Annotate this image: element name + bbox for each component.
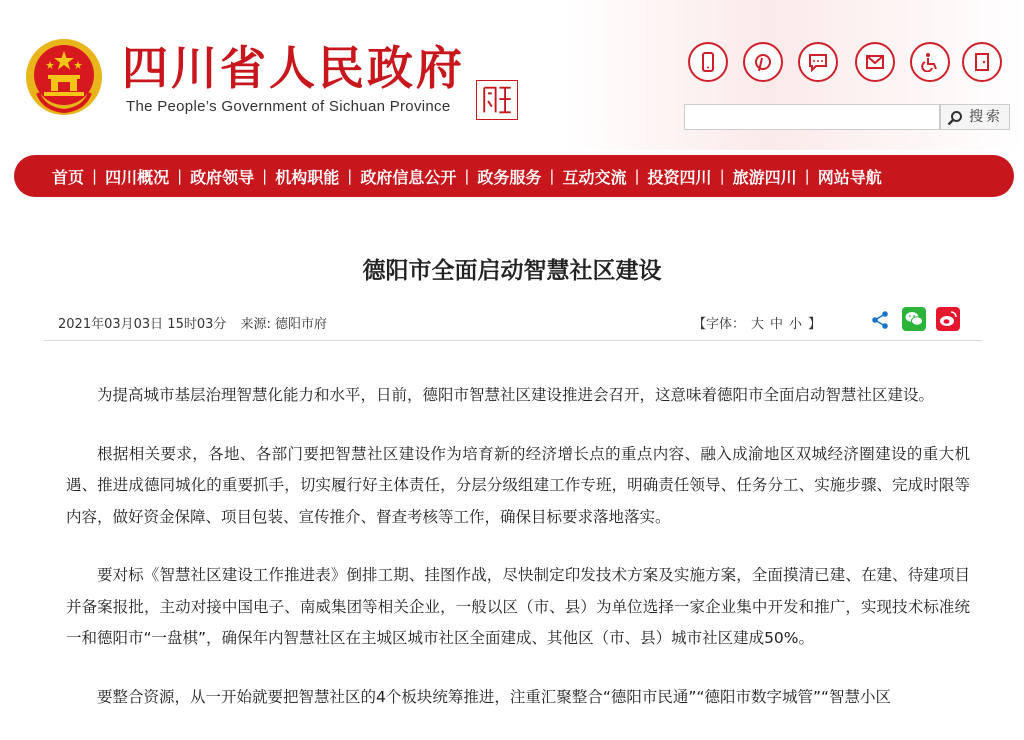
font-size-label: 【字体： bbox=[693, 317, 746, 332]
font-size-small[interactable]: 小 bbox=[789, 317, 803, 332]
nav-item-overview[interactable]: 四川概况 bbox=[105, 167, 170, 187]
article-paragraph: 根据相关要求，各地、各部门要把智慧社区建设作为培育新的经济增长点的重点内容、融入成渝地区双城经济圈建设的重大机遇、推进成德同城化的重要抓手，切实履行好主体责任，分层分级组建工作专班，明确责任领导、任务分工、实施步骤、完成时限等内容，做好资金保障、项目包装、宣传推介、督查考核等工作，确保目标要求落地落实。 bbox=[66, 444, 970, 526]
nav-item-leaders[interactable]: 政府领导 bbox=[190, 167, 255, 187]
nav-item-sitemap[interactable]: 网站导航 bbox=[817, 167, 882, 187]
national-emblem-icon bbox=[24, 37, 104, 117]
font-size-control bbox=[690, 313, 824, 332]
nav-separator: | bbox=[177, 167, 183, 185]
mail-button[interactable] bbox=[855, 42, 895, 82]
site-header bbox=[0, 0, 1024, 150]
meta-divider bbox=[44, 340, 982, 341]
article-paragraph: 要整合资源，从一开始就要把智慧社区的4个板块统筹推进，注重汇聚整合“德阳市民通”“德阳市数字城管”“智慧小区 bbox=[97, 687, 892, 706]
article-source: 来源: 德阳市府 bbox=[240, 317, 328, 332]
article-paragraph: 为提高城市基层治理智慧化能力和水平，日前，德阳市智慧社区建设推进会召开，这意味着德阳市全面启动智慧社区建设。 bbox=[97, 386, 935, 404]
nav-item-services[interactable]: 政务服务 bbox=[477, 167, 542, 187]
weibo-button[interactable] bbox=[743, 42, 783, 82]
exit-icon bbox=[972, 52, 992, 72]
nav-item-home[interactable]: 首页 bbox=[52, 167, 85, 187]
article-body bbox=[66, 380, 970, 740]
nav-separator: | bbox=[262, 167, 268, 185]
nav-separator: | bbox=[92, 167, 98, 185]
search-input[interactable] bbox=[684, 104, 940, 130]
main-nav bbox=[14, 155, 1014, 197]
wechat-icon bbox=[902, 307, 926, 331]
site-title: 四川省人民政府 bbox=[122, 41, 465, 95]
mail-icon bbox=[865, 52, 885, 72]
nav-separator: | bbox=[634, 167, 640, 185]
search-button-label: 搜索 bbox=[969, 109, 1003, 125]
nav-separator: | bbox=[347, 167, 353, 185]
font-size-medium[interactable]: 中 bbox=[770, 317, 784, 332]
message-icon bbox=[808, 52, 828, 72]
nav-separator: | bbox=[549, 167, 555, 185]
article-paragraph: 要对标《智慧社区建设工作推进表》倒排工期、挂图作战，尽快制定印发技术方案及实施方案，全面摸清已建、在建、待建项目并备案报批，主动对接中国电子、南威集团等相关企业，一般以区（市、县）为单位选择一家企业集中开发和推广，实现技术标准统一和德阳市“一盘棋”，确保年内智慧社区在主城区城市社区全面建成、其他区（市、县）城市社区建成50%。 bbox=[66, 566, 970, 647]
nav-item-info-disclosure[interactable]: 政府信息公开 bbox=[360, 167, 457, 187]
nav-item-interaction[interactable]: 互动交流 bbox=[562, 167, 627, 187]
message-button[interactable] bbox=[798, 42, 838, 82]
nav-item-tourism[interactable]: 旅游四川 bbox=[732, 167, 797, 187]
nav-separator: | bbox=[719, 167, 725, 185]
search-button[interactable] bbox=[940, 104, 1010, 130]
exit-button[interactable] bbox=[962, 42, 1002, 82]
weibo-logo-icon bbox=[936, 307, 960, 331]
font-size-end: 】 bbox=[808, 317, 822, 332]
share-icon[interactable] bbox=[870, 310, 890, 330]
weibo-icon bbox=[753, 52, 773, 72]
weibo-share-icon[interactable] bbox=[936, 307, 960, 331]
seal-icon bbox=[478, 82, 517, 118]
accessibility-icon bbox=[920, 52, 940, 72]
mobile-icon bbox=[698, 52, 718, 72]
article-date: 2021年03月03日 15时03分 bbox=[58, 317, 227, 332]
site-subtitle: The People’s Government of Sichuan Province bbox=[126, 98, 451, 115]
seal-stamp bbox=[476, 80, 518, 120]
article-meta bbox=[58, 313, 337, 332]
font-size-large[interactable]: 大 bbox=[751, 317, 765, 332]
nav-separator: | bbox=[804, 167, 810, 185]
nav-item-invest[interactable]: 投资四川 bbox=[647, 167, 712, 187]
article-title: 德阳市全面启动智慧社区建设 bbox=[362, 258, 662, 284]
nav-item-functions[interactable]: 机构职能 bbox=[275, 167, 340, 187]
search-icon bbox=[947, 110, 963, 126]
nav-separator: | bbox=[464, 167, 470, 185]
mobile-button[interactable] bbox=[688, 42, 728, 82]
wechat-share-icon[interactable] bbox=[902, 307, 926, 331]
accessibility-button[interactable] bbox=[910, 42, 950, 82]
